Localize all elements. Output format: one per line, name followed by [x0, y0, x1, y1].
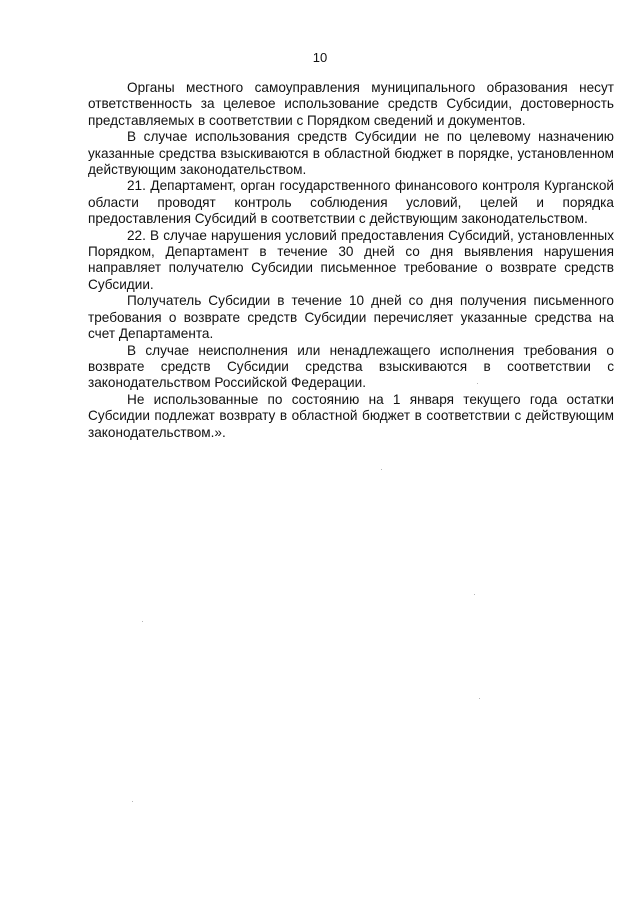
paragraph-unused-balances: Не использованные по состоянию на 1 января текущего года остатки Субсидии подлежат возврату в областной бюджет в соответствии с действующим законодательством.». [88, 391, 614, 440]
paragraph-recipient-return: Получатель Субсидии в течение 10 дней со дня получения письменного требования о возврате средств Субсидии перечисляет указанные средства на счет Департамента. [88, 293, 614, 342]
scan-speck [477, 383, 478, 384]
paragraph-local-government-responsibility: Органы местного самоуправления муниципального образования несут ответственность за целевое использование средств Субсидии, достоверность представляемых в соответствии с Порядком сведений и документов. [88, 80, 614, 128]
scan-speck [142, 621, 143, 622]
scan-speck [381, 469, 382, 470]
scan-speck [479, 698, 480, 699]
scan-speck [474, 594, 475, 595]
paragraph-item-21-control: 21. Департамент, орган государственного финансового контроля Курганской области проводят контроль соблюдения условий, целей и порядка предоставления Субсидий в соответствии с действующим законодательством. [88, 178, 614, 227]
scan-speck [132, 801, 133, 802]
paragraph-non-fulfillment: В случае неисполнения или ненадлежащего исполнения требования о возврате средств Субсидии средства взыскиваются в соответствии с законодательством Российской Федерации. [88, 342, 614, 391]
document-body [88, 80, 614, 441]
page-number: 10 [312, 50, 328, 65]
paragraph-misuse-recovery: В случае использования средств Субсидии не по целевому назначению указанные средства взыскиваются в областной бюджет в порядке, установленном действующим законодательством. [88, 129, 614, 178]
paragraph-item-22-violation: 22. В случае нарушения условий предоставления Субсидий, установленных Порядком, Департамент в течение 30 дней со дня выявления нарушения направляет получателю Субсидии письменное требование о возврате средств Субсидии. [88, 227, 614, 292]
